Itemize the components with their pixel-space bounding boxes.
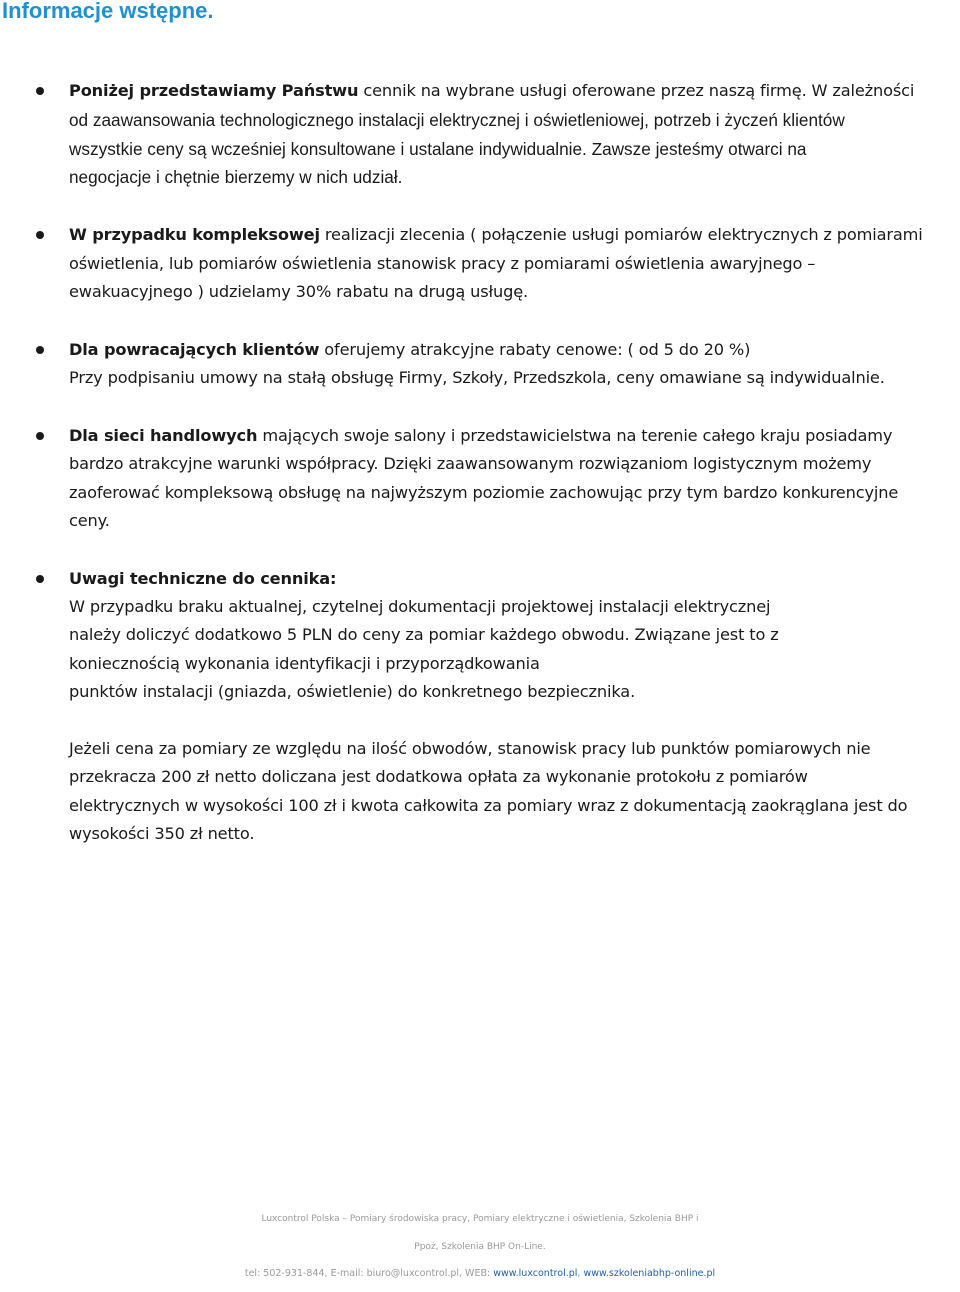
returning-line-1: Dla powracających klientów oferujemy atrakcyjne rabaty cenowe: ( od 5 do 20 %) — [69, 340, 751, 359]
returning-line-2: Przy podpisaniu umowy na stałą obsługę Firmy, Szkoły, Przedszkola, ceny omawiane są indywidualnie. — [69, 368, 885, 387]
footer-company-line-2: Ppoż, Szkolenia BHP On-Line. — [414, 1242, 546, 1252]
footer-contact-line: tel: 502-931-844, E-mail: biuro@luxcontrol.pl, WEB: www.luxcontrol.pl, www.szkoleniabhp-online.pl — [244, 1268, 716, 1279]
intro-line-1: Poniżej przedstawiamy Państwu cennik na wybrane usługi oferowane przez naszą firmę. W zależności — [69, 81, 915, 100]
pricing-line-2: przekracza 200 zł netto doliczana jest dodatkowa opłata za wykonanie protokołu z pomiarów — [69, 767, 808, 786]
complex-line-1: W przypadku kompleksowej realizacji zlecenia ( połączenie usługi pomiarów elektrycznych z pomiarami — [69, 225, 923, 244]
intro-line-2: od zaawansowania technologicznego instalacji elektrycznej i oświetleniowej, potrzeb i życzeń klientów — [69, 110, 845, 130]
bullet-icon — [36, 346, 44, 354]
bullet-icon — [36, 87, 44, 95]
intro-emphasis: Poniżej przedstawiamy Państwu — [69, 81, 359, 100]
tech-notes-line-4: punktów instalacji (gniazda, oświetlenie) do konkretnego bezpiecznika. — [69, 682, 636, 701]
retail-line-3: zaoferować kompleksową obsługę na najwyższym poziomie zachowując przy tym bardzo konkurencyjne — [69, 483, 899, 502]
footer-company-line-1: Luxcontrol Polska – Pomiary środowiska pracy, Pomiary elektryczne i oświetlenia, Szkolenia BHP i — [261, 1214, 699, 1224]
complex-emphasis: W przypadku kompleksowej — [69, 225, 320, 244]
bullet-icon — [36, 432, 44, 440]
website-link-szkoleniabhp[interactable]: www.szkoleniabhp-online.pl — [583, 1268, 716, 1279]
website-link-luxcontrol[interactable]: www.luxcontrol.pl — [493, 1268, 578, 1279]
bullet-icon — [36, 575, 44, 583]
pricing-line-3: elektrycznych w wysokości 100 zł i kwota całkowita za pomiary wraz z dokumentacją zaokrąglana jest do — [69, 796, 908, 815]
retail-line-2: bardzo atrakcyjne warunki współpracy. Dzięki zaawansowanym rozwiązaniom logistycznym możemy — [69, 454, 872, 473]
bullet-icon — [36, 231, 44, 239]
intro-line-4: negocjacje i chętnie bierzemy w nich udział. — [69, 167, 403, 187]
intro-line-3: wszystkie ceny są wcześniej konsultowane i ustalane indywidualnie. Zawsze jesteśmy otwarci na — [69, 139, 807, 159]
retail-line-1: Dla sieci handlowych mających swoje salony i przedstawicielstwa na terenie całego kraju posiadamy — [69, 426, 893, 445]
pricing-line-4: wysokości 350 zł netto. — [69, 824, 255, 843]
retail-line-4: ceny. — [69, 511, 110, 530]
tech-notes-line-1: W przypadku braku aktualnej, czytelnej dokumentacji projektowej instalacji elektrycznej — [69, 597, 771, 616]
complex-line-3: ewakuacyjnego ) udzielamy 30% rabatu na drugą usługę. — [69, 282, 529, 301]
tech-notes-line-2: należy doliczyć dodatkowo 5 PLN do ceny za pomiar każdego obwodu. Związane jest to z — [69, 625, 779, 644]
footer-contact: tel: 502-931-844, E-mail: biuro@luxcontrol.pl, WEB: — [244, 1268, 494, 1279]
returning-emphasis: Dla powracających klientów — [69, 340, 320, 359]
tech-notes-line-3: koniecznością wykonania identyfikacji i przyporządkowania — [69, 654, 540, 673]
complex-line-2: oświetlenia, lub pomiarów oświetlenia stanowisk pracy z pomiarami oświetlenia awaryjnego – — [69, 254, 816, 273]
page-title: Informacje wstępne. — [2, 0, 214, 23]
pricing-line-1: Jeżeli cena za pomiary ze względu na ilość obwodów, stanowisk pracy lub punktów pomiarowych nie — [69, 739, 871, 758]
tech-notes-heading: Uwagi techniczne do cennika: — [69, 569, 337, 588]
retail-emphasis: Dla sieci handlowych — [69, 426, 258, 445]
